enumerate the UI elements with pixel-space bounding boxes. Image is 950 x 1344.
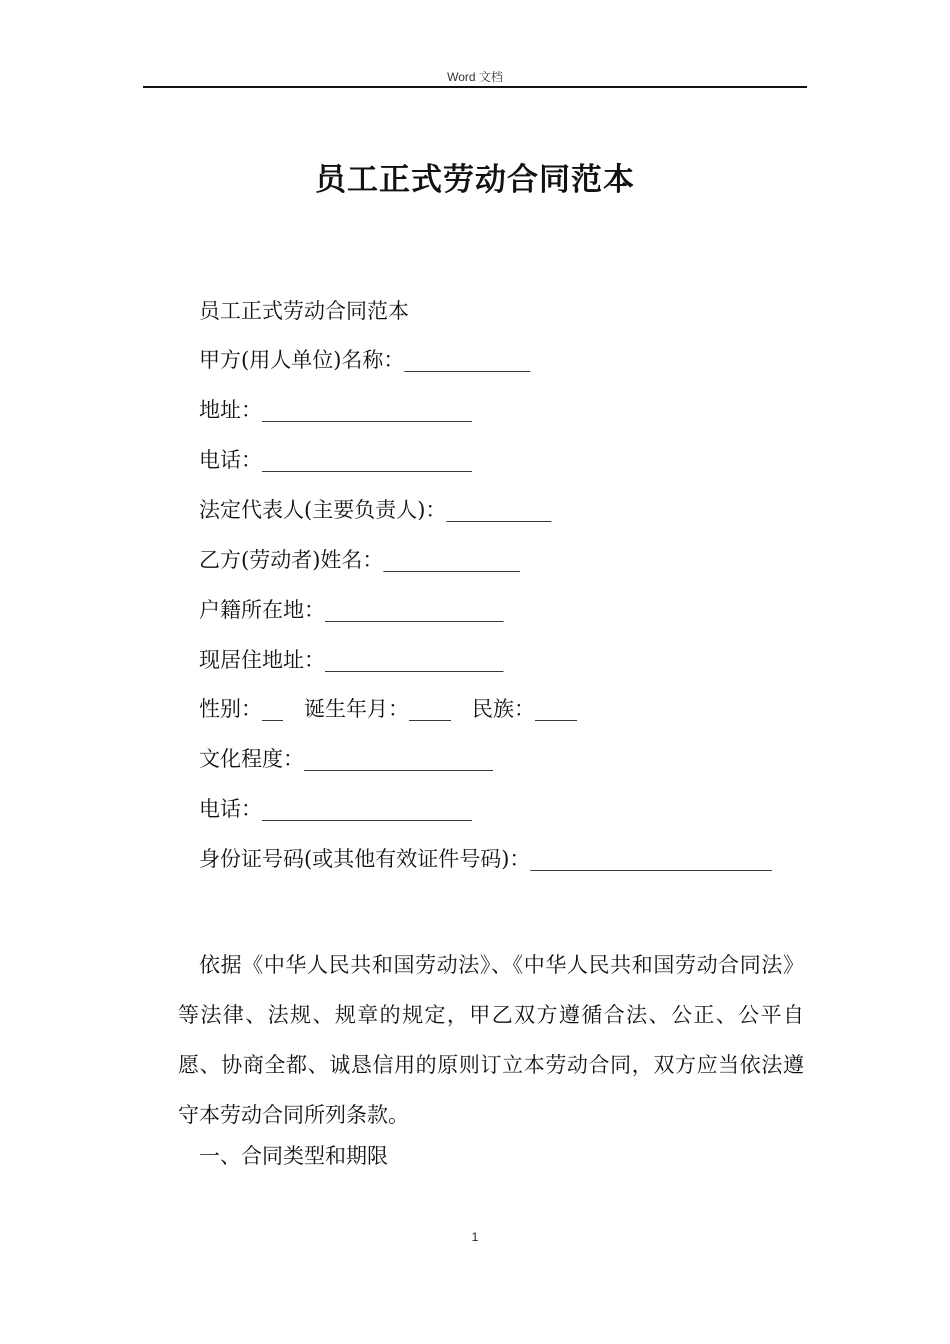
document-title: 员工正式劳动合同范本 [315,162,635,198]
employee-name-field: 乙方(劳动者)姓名：_____________ [199,548,520,572]
employer-address-field: 地址：____________________ [199,398,472,422]
gender-birth-ethnicity-field: 性别：__ 诞生年月：____ 民族：____ [199,697,577,721]
page-number: 1 [471,1230,479,1244]
household-registration-field: 户籍所在地：_________________ [199,598,504,622]
employee-phone-field: 电话：____________________ [199,797,472,821]
current-address-field: 现居住地址：_________________ [199,648,504,672]
subtitle-line: 员工正式劳动合同范本 [199,299,409,323]
employer-name-field: 甲方(用人单位)名称：____________ [199,348,531,372]
header-divider [143,86,807,88]
legal-representative-field: 法定代表人(主要负责人)：__________ [199,498,552,522]
education-field: 文化程度：__________________ [199,747,493,771]
employer-phone-field: 电话：____________________ [199,448,472,472]
preamble-paragraph: 依据《中华人民共和国劳动法》、《中华人民共和国劳动合同法》等法律、法规、规章的规定，甲乙双方遵循合法、公正、公平自愿、协商全都、诚恳信用的原则订立本劳动合同，双方应当依法遵守本劳动合同所列条款。 [178,953,804,1127]
id-number-field: 身份证号码(或其他有效证件号码)：_______________________ [199,847,772,871]
section-heading: 一、合同类型和期限 [199,1144,388,1168]
page-header: Word 文档 [447,70,503,84]
